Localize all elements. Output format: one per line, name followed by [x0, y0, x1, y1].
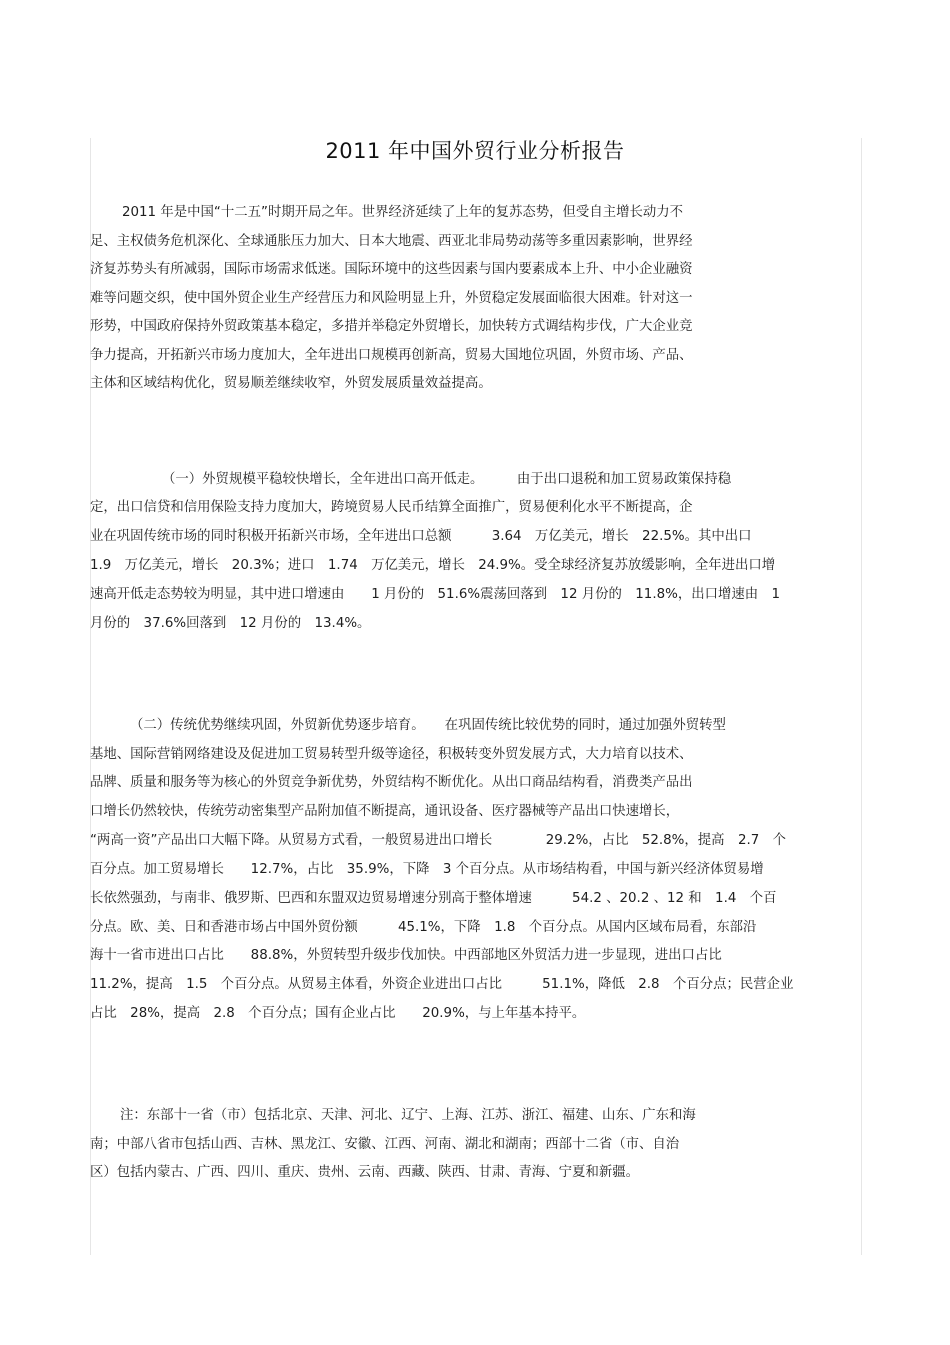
text-line: 11.2%，提高 1.5 个百分点。从贸易主体看，外资企业进出口占比 51.1%，降低 2.8 个百分点；民营企业 — [90, 977, 794, 992]
text-line: 基地、国际营销网络建设及促进加工贸易转型升级等途径，积极转变外贸发展方式，大力培育以技术、 — [90, 747, 693, 762]
text-line: （一）外贸规模平稳较快增长，全年进出口高开低走。 由于出口退税和加工贸易政策保持稳 — [162, 472, 732, 487]
text-line: 品牌、质量和服务等为核心的外贸竞争新优势，外贸结构不断优化。从出口商品结构看，消费类产品出 — [90, 775, 693, 790]
text-line: 海十一省市进出口占比 88.8%，外贸转型升级步伐加快。中西部地区外贸活力进一步显现，进出口占比 — [90, 948, 722, 963]
text-line: 争力提高，开拓新兴市场力度加大，全年进出口规模再创新高，贸易大国地位巩固，外贸市场、产品、 — [90, 348, 693, 363]
text-line: 注：东部十一省（市）包括北京、天津、河北、辽宁、上海、江苏、浙江、福建、山东、广东和海 — [120, 1108, 696, 1123]
text-line: 2011 年是中国“十二五”时期开局之年。世界经济延续了上年的复苏态势，但受自主增长动力不 — [122, 205, 684, 220]
text-line: “两高一资”产品出口大幅下降。从贸易方式看，一般贸易进出口增长 29.2%，占比 52.8%，提高 2.7 个 — [90, 833, 787, 848]
document-title: 2011 年中国外贸行业分析报告 — [325, 139, 625, 163]
text-line: 百分点。加工贸易增长 12.7%，占比 35.9%，下降 3 个百分点。从市场结构看，中国与新兴经济体贸易增 — [90, 862, 764, 877]
text-line: 难等问题交织，使中国外贸企业生产经营压力和风险明显上升，外贸稳定发展面临很大困难。针对这一 — [90, 291, 693, 306]
text-line: 南；中部八省市包括山西、吉林、黑龙江、安徽、江西、河南、湖北和湖南；西部十二省（市、自治 — [90, 1137, 680, 1152]
text-line: 占比 28%，提高 2.8 个百分点；国有企业占比 20.9%，与上年基本持平。 — [90, 1006, 586, 1021]
text-line: （二）传统优势继续巩固，外贸新优势逐步培育。 在巩固传统比较优势的同时，通过加强外贸转型 — [130, 718, 726, 733]
text-line: 足、主权债务危机深化、全球通胀压力加大、日本大地震、西亚北非局势动荡等多重因素影响，世界经 — [90, 234, 693, 249]
text-line: 区）包括内蒙古、广西、四川、重庆、贵州、云南、西藏、陕西、甘肃、青海、宁夏和新疆。 — [90, 1165, 640, 1180]
text-line: 主体和区域结构优化，贸易顺差继续收窄，外贸发展质量效益提高。 — [90, 376, 492, 391]
text-line: 月份的 37.6%回落到 12 月份的 13.4%。 — [90, 616, 371, 631]
text-line: 济复苏势头有所减弱，国际市场需求低迷。国际环境中的这些因素与国内要素成本上升、中小企业融资 — [90, 262, 693, 277]
text-line: 分点。欧、美、日和香港市场占中国外贸份额 45.1%，下降 1.8 个百分点。从国内区域布局看，东部沿 — [90, 920, 757, 935]
text-line: 定，出口信贷和信用保险支持力度加大，跨境贸易人民币结算全面推广，贸易便利化水平不断提高，企 — [90, 500, 693, 515]
text-line: 形势，中国政府保持外贸政策基本稳定，多措并举稳定外贸增长，加快转方式调结构步伐，广大企业竞 — [90, 319, 693, 334]
text-line: 速高开低走态势较为明显，其中进口增速由 1 月份的 51.6%震荡回落到 12 月份的 11.8%，出口增速由 1 — [90, 587, 781, 602]
text-line: 业在巩固传统市场的同时积极开拓新兴市场，全年进出口总额 3.64 万亿美元，增长 22.5%。其中出口 — [90, 529, 752, 544]
text-line: 口增长仍然较快，传统劳动密集型产品附加值不断提高，通讯设备、医疗器械等产品出口快速增长， — [90, 804, 680, 819]
text-line: 长依然强劲，与南非、俄罗斯、巴西和东盟双边贸易增速分别高于整体增速 54.2 、20.2 、12 和 1.4 个百 — [90, 891, 777, 906]
text-line: 1.9 万亿美元，增长 20.3%；进口 1.74 万亿美元，增长 24.9%。受全球经济复苏放缓影响，全年进出口增 — [90, 558, 776, 573]
